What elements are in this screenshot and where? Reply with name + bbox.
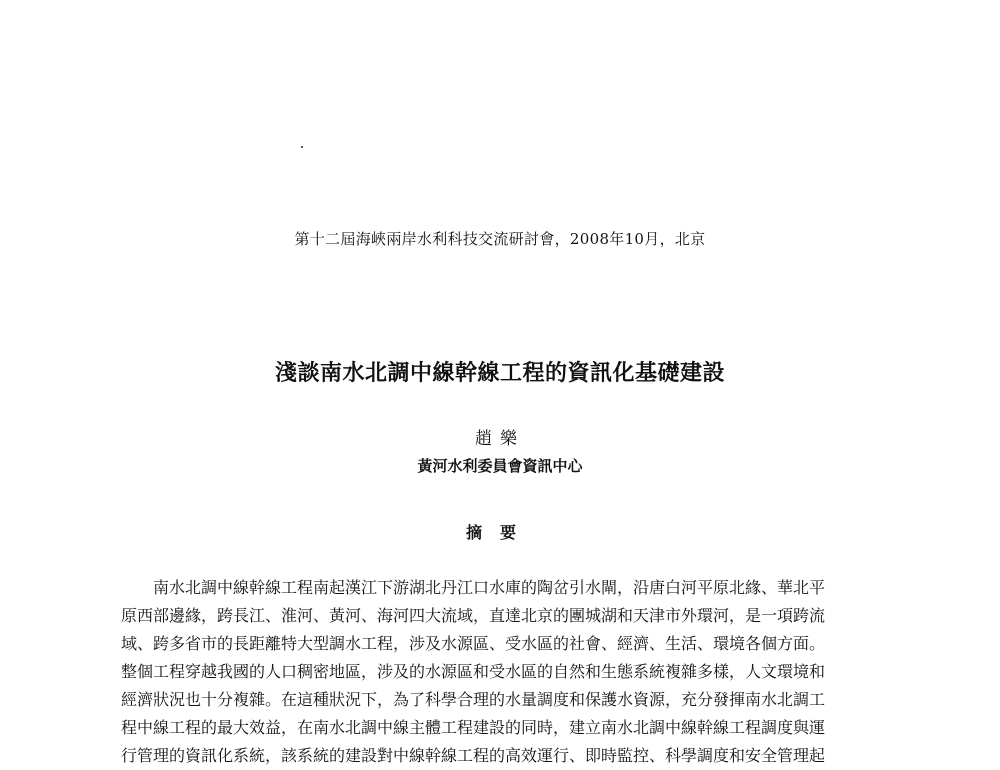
abstract-line: 經濟狀況也十分複雜。在這種狀況下，為了科學合理的水量調度和保護水資源，充分發揮南水北調工: [121, 690, 826, 709]
author-affiliation: 黃河水利委員會資訊中心: [417, 457, 583, 475]
abstract-line: 整個工程穿越我國的人口稠密地區，涉及的水源區和受水區的自然和生態系統複雜多樣，人文環境和: [121, 662, 826, 681]
abstract-line: 行管理的資訊化系統，該系統的建設對中線幹線工程的高效運行、即時監控、科學調度和安全管理起: [121, 746, 826, 765]
author-name: 趙樂: [475, 429, 525, 449]
conference-line: 第十二屆海峽兩岸水利科技交流研討會，2008年10月，北京: [294, 230, 706, 248]
abstract-heading: 摘要: [465, 523, 534, 542]
abstract-line: 南水北調中線幹線工程南起漢江下游湖北丹江口水庫的陶岔引水閘，沿唐白河平原北緣、華北平: [153, 578, 826, 597]
abstract-line: 程中線工程的最大效益，在南水北調中線主體工程建設的同時，建立南水北調中線幹線工程調度與運: [121, 718, 826, 737]
abstract-line: 原西部邊緣，跨長江、淮河、黃河、海河四大流域，直達北京的團城湖和天津市外環河，是一項跨流: [121, 606, 826, 625]
abstract-body: [121, 574, 891, 770]
paper-title: 淺談南水北調中線幹線工程的資訊化基礎建設: [274, 361, 725, 386]
abstract-line: 域、跨多省市的長距離特大型調水工程，涉及水源區、受水區的社會、經濟、生活、環境各個方面。: [121, 634, 826, 653]
scan-speck: [301, 146, 303, 148]
